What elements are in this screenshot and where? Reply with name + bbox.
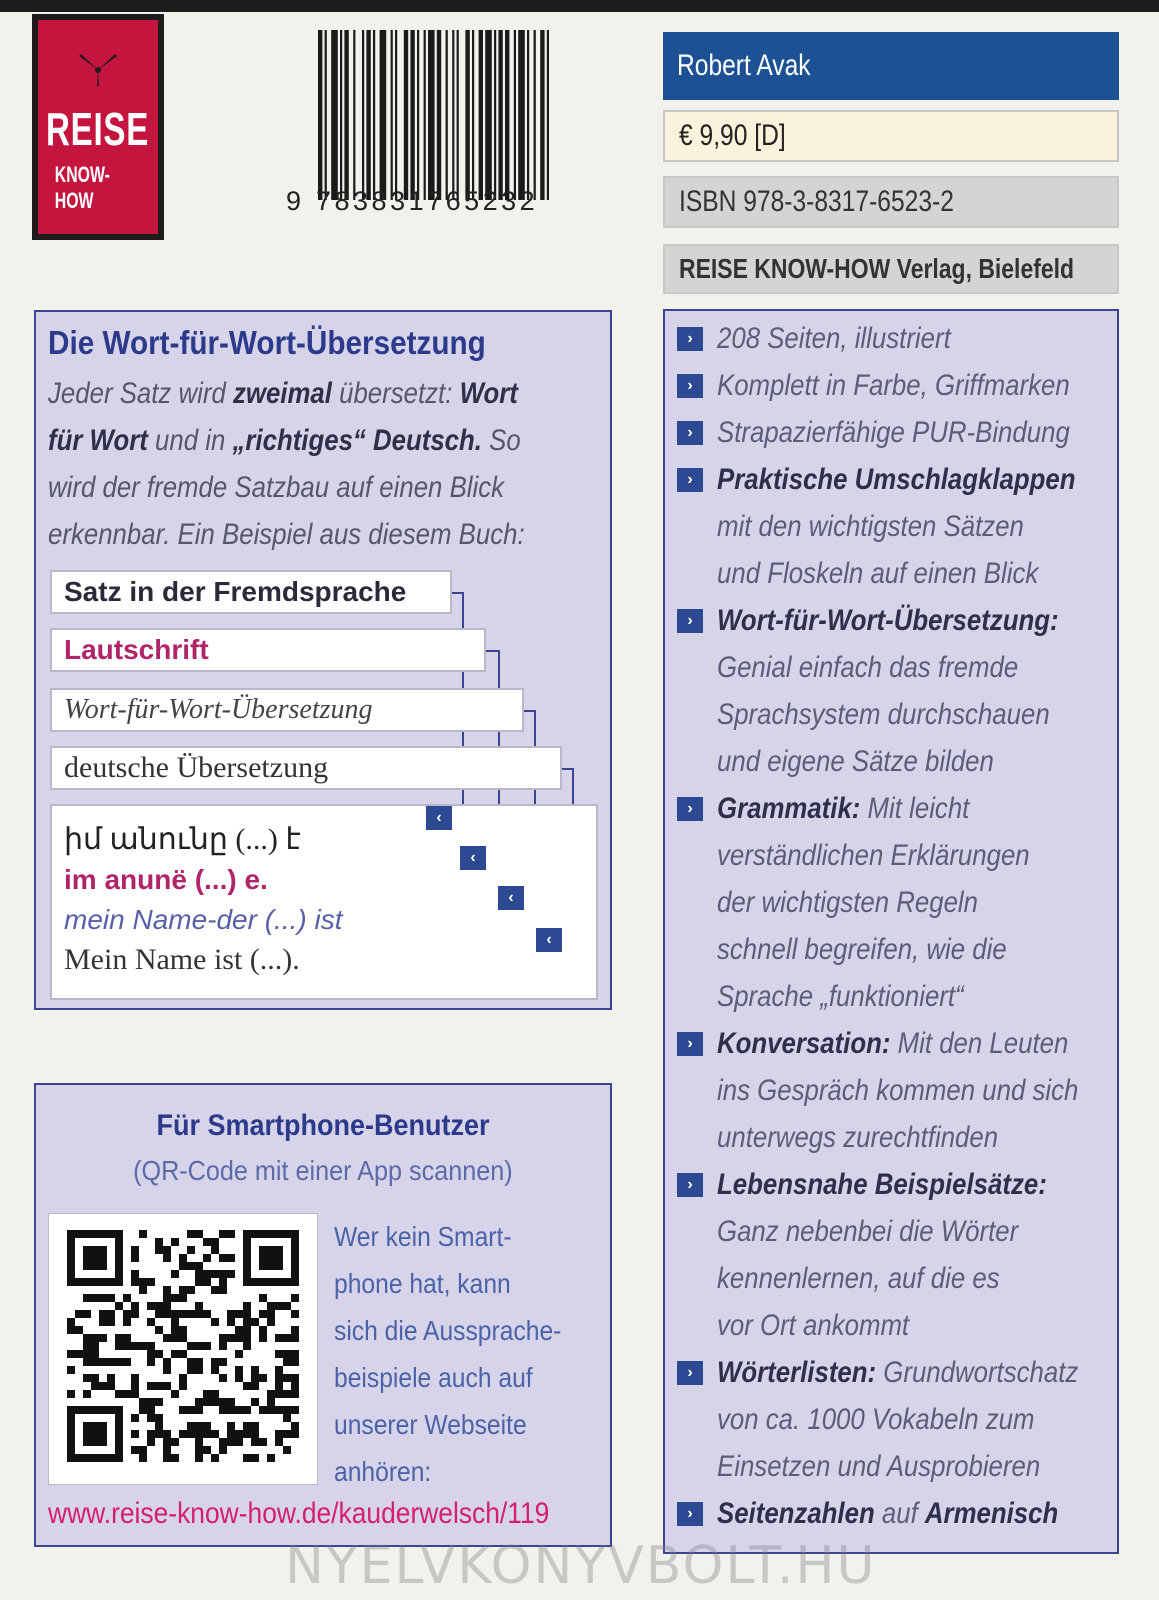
price: € 9,90 [D] [679,119,786,152]
feature-continuation [665,1302,1117,1349]
feature-item [665,315,1117,362]
publisher-box [663,244,1119,294]
author-name: Robert Avak [677,49,811,82]
feature-text: Grundwortschatz [876,1355,1079,1389]
chevron-right-icon: › [677,327,703,351]
example-german: Mein Name ist (...). [64,943,300,976]
publisher: REISE KNOW-HOW Verlag, Bielefeld [679,253,1075,284]
smartphone-panel [34,1083,612,1547]
qr-code-icon [67,1230,301,1470]
feature-item [665,409,1117,456]
chevron-right-icon: › [677,374,703,398]
feature-continuation [665,1114,1117,1161]
barcode-first-digit: 9 [286,186,305,216]
chevron-left-icon: ‹ [426,806,452,830]
feature-heading: Wort-für-Wort-Übersetzung: [717,603,1059,637]
feature-heading: Lebensnahe Beispielsätze: [717,1167,1047,1201]
intro-text: Jeder Satz wird [48,377,233,410]
top-edge [0,0,1159,12]
feature-continuation [665,550,1117,597]
feature-text: schnell begreifen, wie die [717,932,1007,966]
author-bar [663,32,1119,100]
chevron-right-icon: › [677,797,703,821]
row-german: deutsche Übersetzung [50,746,562,790]
smartphone-title-text: Für Smartphone-Benutzer [156,1109,490,1142]
feature-text: Einsetzen und Ausprobieren [717,1449,1041,1483]
feature-text: Genial einfach das fremde [717,650,1019,684]
wfw-intro [48,370,608,558]
isbn: ISBN 978-3-8317-6523-2 [679,185,954,218]
chevron-right-icon: › [677,1502,703,1526]
smartphone-text [334,1213,604,1495]
feature-heading: Armenisch [924,1496,1059,1530]
example-armenian: իմ անունը (...) է [64,823,301,856]
barcode [318,30,618,200]
feature-text: Mit leicht [860,791,970,825]
chevron-right-icon: › [677,1173,703,1197]
wfw-title: Die Wort-für-Wort-Übersetzung [48,324,486,361]
logo-text-know-how: KNOW-HOW [54,162,110,213]
feature-text: Ganz nebenbei die Wörter [717,1214,1019,1248]
feature-text: mit den wichtigsten Sätzen [717,509,1024,543]
smartphone-subtitle-text: (QR-Code mit einer App scannen) [133,1155,513,1186]
chevron-left-icon: ‹ [536,928,562,952]
feature-text: Strapazierfähige PUR-Bindung [717,415,1070,449]
smartphone-text-line: beispiele auch auf [334,1362,533,1393]
feature-text: Sprache „funktioniert“ [717,979,964,1013]
feature-text: Sprachsystem durchschauen [717,697,1050,731]
feature-text: Mit den Leuten [890,1026,1069,1060]
example-phonetic: im anunë (...) e. [64,864,268,895]
example-literal: mein Name-der (...) ist [64,904,343,935]
feature-continuation [665,1067,1117,1114]
chevron-right-icon: › [677,1032,703,1056]
smartphone-text-line: anhören: [334,1456,432,1487]
feature-continuation [665,832,1117,879]
feature-text: ins Gespräch kommen und sich [717,1073,1079,1107]
feature-heading: Wörterlisten: [717,1355,877,1389]
feature-continuation [665,879,1117,926]
audio-url-link[interactable]: www.reise-know-how.de/kauderwelsch/119 [48,1497,550,1530]
feature-heading: Praktische Umschlagklappen [717,462,1076,496]
feature-text: der wichtigsten Regeln [717,885,979,919]
feature-item [665,1349,1117,1396]
qr-code-box [48,1213,318,1485]
smartphone-text-line: Wer kein Smart- [334,1221,512,1252]
feature-item [665,785,1117,832]
feature-text: verständlichen Erklärungen [717,838,1030,872]
row-foreign-sentence: Satz in der Fremdsprache [50,570,452,614]
feature-heading: Seitenzahlen [717,1496,875,1530]
feature-text: unterwegs zurechtfinden [717,1120,999,1154]
feature-continuation [665,1396,1117,1443]
propeller-icon [75,50,121,88]
feature-item [665,456,1117,503]
chevron-left-icon: ‹ [498,886,524,910]
wfw-panel [34,310,612,1010]
price-box [663,110,1119,162]
isbn-box [663,176,1119,228]
chevron-right-icon: › [677,468,703,492]
feature-item [665,597,1117,644]
intro-text: übersetzt: [331,377,460,410]
chevron-right-icon: › [677,1361,703,1385]
smartphone-text-line: sich die Aussprache- [334,1315,562,1346]
feature-continuation [665,644,1117,691]
feature-text: und Floskeln auf einen Blick [717,556,1039,590]
feature-item [665,1490,1117,1537]
barcode-digits: 783831765232 [316,186,539,216]
feature-text: Komplett in Farbe, Griffmarken [717,368,1070,402]
feature-continuation [665,1208,1117,1255]
feature-text: kennenlernen, auf die es [717,1261,1000,1295]
chevron-right-icon: › [677,609,703,633]
feature-item [665,1161,1117,1208]
smartphone-text-line: unserer Webseite [334,1409,527,1440]
feature-heading: Grammatik: [717,791,861,825]
intro-emphasis: zweimal [232,377,332,410]
chevron-left-icon: ‹ [460,846,486,870]
feature-continuation [665,973,1117,1020]
feature-continuation [665,503,1117,550]
feature-item [665,362,1117,409]
smartphone-title [36,1109,610,1143]
intro-text: erkennbar. Ein Beispiel aus diesem Buch: [48,518,525,551]
watermark: NYELVKONYVBOLT.HU [285,1536,877,1596]
row-phonetic: Lautschrift [50,628,486,672]
smartphone-text-line: phone hat, kann [334,1268,511,1299]
intro-text: So [481,424,521,457]
feature-continuation [665,1255,1117,1302]
chevron-right-icon: › [677,421,703,445]
feature-text: von ca. 1000 Vokabeln zum [717,1402,1035,1436]
intro-text: wird der fremde Satzbau auf einen Blick [48,471,505,504]
feature-heading: Konversation: [717,1026,891,1060]
intro-text: und in [147,424,233,457]
intro-emphasis: Wort [459,377,518,410]
intro-emphasis: „richtiges“ Deutsch. [232,424,482,457]
feature-continuation [665,738,1117,785]
feature-item [665,1020,1117,1067]
feature-continuation [665,1443,1117,1490]
publisher-logo [32,14,164,240]
feature-continuation [665,926,1117,973]
intro-emphasis: für Wort [48,424,148,457]
feature-continuation [665,691,1117,738]
feature-text: 208 Seiten, illustriert [717,321,951,355]
logo-text-reise: REISE [46,103,150,155]
feature-text: auf [874,1496,925,1530]
feature-text: und eigene Sätze bilden [717,744,994,778]
feature-text: vor Ort ankommt [717,1308,910,1342]
smartphone-subtitle [36,1155,610,1187]
features-panel [663,309,1119,1554]
row-literal: Wort-für-Wort-Übersetzung [50,688,524,732]
